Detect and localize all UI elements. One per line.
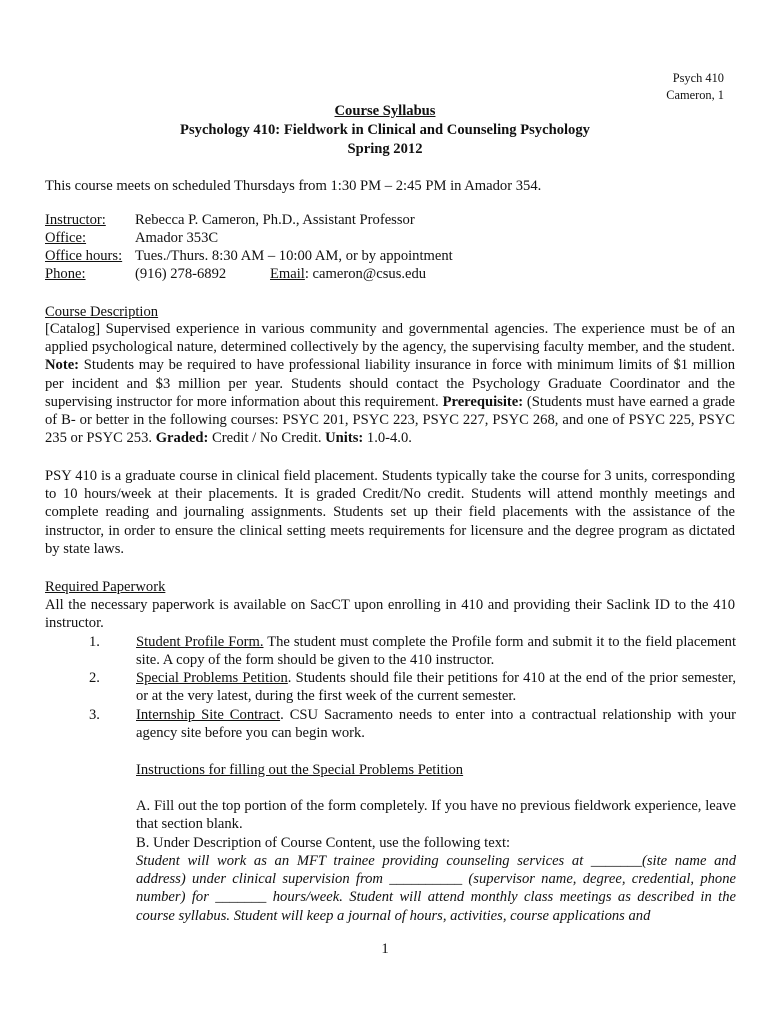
petition-desc: . Students should file their petitions for 410 at the end of the prior semester, or at the very latest, during the first week of the current semester. [136, 670, 736, 705]
description-paragraph [45, 320, 735, 447]
list-text [136, 706, 736, 742]
prereq-label: Prerequisite: [442, 393, 524, 410]
paperwork-heading: Required Paperwork [45, 579, 166, 595]
description-text-1: [Catalog] Supervised experience in various community and governmental agencies. The experience must be of an applied psychological nature, determined collectively by the agency, the supervising faculty member, and the student. [45, 321, 735, 356]
list-text [136, 669, 736, 705]
description-text-2: Students may be required to have professional liability insurance in force with minimum limits of $1 million per incident and $3 million per year. Students should contact the Psychology Graduate Coordinator and the supervising instructor for more information about this requirement. [45, 357, 735, 410]
meeting-info: This course meets on scheduled Thursdays from 1:30 PM – 2:45 PM in Amador 354. [45, 178, 542, 194]
contract-desc: . CSU Sacramento needs to enter into a contractual relationship with your agency site before you can begin work. [136, 707, 736, 742]
note-label: Note: [45, 357, 80, 374]
description-text-5: 1.0-4.0. [363, 430, 412, 447]
graded-label: Graded: [155, 430, 209, 447]
petition-heading: Instructions for filling out the Special Problems Petition [136, 762, 464, 778]
description-text-3: (Students must have earned a grade of B- or better in the following courses: PSYC 201, PSYC 223, PSYC 227, PSYC 268, and one of PSYC 225, PSYC 235 or PSYC 253. [45, 393, 735, 447]
instructor-label: Instructor: [45, 212, 106, 228]
contract-title: Internship Site Contract [136, 707, 281, 723]
petition-title: Special Problems Petition [136, 670, 288, 686]
page-number: 1 [381, 941, 389, 957]
list-number: 3. [89, 707, 100, 723]
office-label: Office: [45, 230, 87, 246]
description-heading: Course Description [45, 304, 159, 320]
email-value: : cameron@csus.edu [304, 266, 427, 282]
petition-template-italic: Student will work as an MFT trainee providing counseling services at _______(site name and address) under clinical supervision from __________ (supervisor name, degree, credential, phone number) for _______ hours/week. Student will attend monthly class meetings as described in the course syllabus. Student will keep a journal of hours, activities, course applications and [136, 853, 736, 924]
list-number: 1. [89, 634, 100, 650]
phone-label: Phone: [45, 266, 86, 282]
paperwork-intro: All the necessary paperwork is available on SacCT upon enrolling in 410 and providing their Saclink ID to the 410 instructor. [45, 597, 735, 632]
course-title: Psychology 410: Fieldwork in Clinical and Counseling Psychology [180, 122, 590, 138]
description-text-4: Credit / No Credit. [208, 430, 326, 447]
units-label: Units: [325, 430, 364, 447]
profile-form-title: Student Profile Form. [136, 634, 264, 650]
email-field [270, 265, 426, 283]
phone-value: (916) 278-6892 [135, 266, 227, 282]
hours-value: Tues./Thurs. 8:30 AM – 10:00 AM, or by appointment [135, 248, 453, 264]
running-header-page: Cameron, 1 [666, 88, 724, 102]
instructor-value: Rebecca P. Cameron, Ph.D., Assistant Professor [135, 212, 415, 228]
list-number: 2. [89, 670, 100, 686]
email-label: Email [270, 266, 305, 282]
overview-paragraph: PSY 410 is a graduate course in clinical field placement. Students typically take the course for 3 units, corresponding to 10 hours/week at their placements. It is graded Credit/No credit. Students will attend monthly meetings and complete reading and journaling assignments. Students set up their field placements with the assistance of the instructor, in order to ensure the clinical setting meets requirements for licensure and the degree program as dictated by state laws. [45, 468, 735, 557]
running-header-course: Psych 410 [672, 71, 724, 85]
list-text [136, 633, 736, 669]
petition-template-text [136, 852, 736, 925]
petition-step-a: A. Fill out the top portion of the form completely. If you have no previous fieldwork experience, leave that section blank. [136, 798, 736, 833]
office-value: Amador 353C [135, 230, 219, 246]
hours-label: Office hours: [45, 248, 123, 264]
profile-form-desc: The student must complete the Profile form and submit it to the field placement site. A copy of the form should be given to the 410 instructor. [136, 634, 736, 669]
petition-step-b: B. Under Description of Course Content, use the following text: [136, 835, 511, 851]
doc-title: Course Syllabus [334, 103, 436, 119]
term: Spring 2012 [347, 141, 423, 157]
